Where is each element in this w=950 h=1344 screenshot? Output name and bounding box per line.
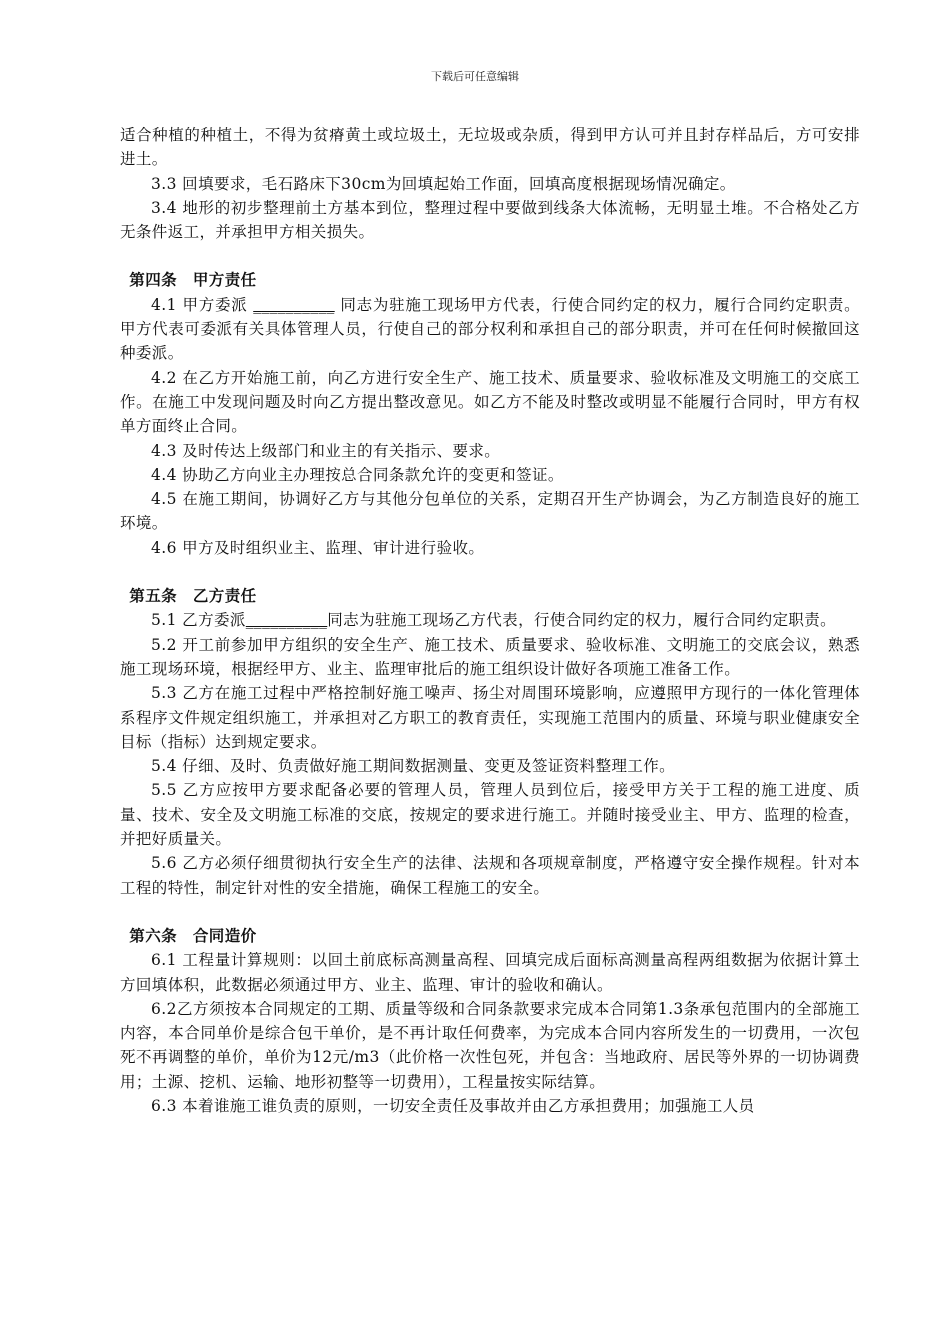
paragraph-3-2-tail: 适合种植的种植土，不得为贫瘠黄土或垃圾土，无垃圾或杂质，得到甲方认可并且封存样品后，方可安排进土。 bbox=[120, 126, 860, 169]
paragraph-6-3: 6.3 本着谁施工谁负责的原则，一切安全责任及事故并由乙方承担费用；加强施工人员 bbox=[151, 1096, 755, 1115]
paragraph-4-1-rest: 同志为驻施工现场甲方代表，行使合同约定的权力，履行合同约定职责。甲方代表可委派有关具体管理人员，行使自己的部分权利和承担自己的部分职责，并可在任何时候撤回这种委派。 bbox=[120, 295, 860, 363]
paragraph-5-4: 5.4 仔细、及时、负责做好施工期间数据测量、变更及签证资料整理工作。 bbox=[151, 757, 676, 776]
paragraph-4-1-lead: 4.1 甲方委派 bbox=[151, 295, 254, 314]
page-header: 下载后可任意编辑 bbox=[431, 70, 519, 83]
representative-blank-party-b: __________ bbox=[245, 611, 328, 630]
paragraph-4-3: 4.3 及时传达上级部门和业主的有关指示、要求。 bbox=[151, 441, 501, 460]
section-5-title: 第五条 乙方责任 bbox=[129, 586, 257, 606]
document-body bbox=[120, 123, 860, 1118]
paragraph-4-6: 4.6 甲方及时组织业主、监理、审计进行验收。 bbox=[151, 538, 485, 557]
paragraph-5-3: 5.3 乙方在施工过程中严格控制好施工噪声、扬尘对周围环境影响，应遵照甲方现行的一体化管理体系程序文件规定组织施工，并承担对乙方职工的教育责任，实现施工范围内的质量、环境与职业健康安全目标（指标）达到规定要求。 bbox=[120, 684, 860, 751]
paragraph-5-2: 5.2 开工前参加甲方组织的安全生产、施工技术、质量要求、验收标准、文明施工的交底会议，熟悉施工现场环境，根据经甲方、业主、监理审批后的施工组织设计做好各项施工准备工作。 bbox=[120, 635, 860, 678]
paragraph-4-4: 4.4 协助乙方向业主办理按总合同条款允许的变更和签证。 bbox=[151, 465, 564, 484]
section-4-title: 第四条 甲方责任 bbox=[129, 270, 257, 290]
paragraph-5-1-rest: 同志为驻施工现场乙方代表，行使合同约定的权力，履行合同约定职责。 bbox=[327, 611, 837, 630]
paragraph-4-5: 4.5 在施工期间，协调好乙方与其他分包单位的关系，定期召开生产协调会，为乙方制造良好的施工环境。 bbox=[120, 490, 860, 533]
paragraph-6-1: 6.1 工程量计算规则：以回土前底标高测量高程、回填完成后面标高测量高程两组数据为依据计算土方回填体积，此数据必须通过甲方、业主、监理、审计的验收和确认。 bbox=[120, 951, 860, 994]
paragraph-4-2: 4.2 在乙方开始施工前，向乙方进行安全生产、施工技术、质量要求、验收标准及文明施工的交底工作。在施工中发现问题及时向乙方提出整改意见。如乙方不能及时整改或明显不能履行合同时，甲方有权单方面终止合同。 bbox=[120, 368, 860, 436]
section-6-title: 第六条 合同造价 bbox=[129, 925, 257, 945]
paragraph-3-3: 3.3 回填要求，毛石路床下30cm为回填起始工作面，回填高度根据现场情况确定。 bbox=[151, 174, 736, 193]
paragraph-6-2: 6.2乙方须按本合同规定的工期、质量等级和合同条款要求完成本合同第1.3条承包范围内的全部施工内容，本合同单价是综合包干单价，是不再计取任何费率，为完成本合同内容所发生的一切费用，一次包死不再调整的单价，单价为12元/m3（此价格一次性包死，并包含：当地政府、居民等外界的一切协调费用；土源、挖机、运输、地形初整等一切费用），工程量按实际结算。 bbox=[120, 999, 860, 1091]
paragraph-5-1-lead: 5.1 乙方委派 bbox=[151, 611, 246, 630]
paragraph-4-1 bbox=[120, 293, 860, 366]
paragraph-5-1 bbox=[120, 608, 860, 632]
representative-blank-party-a: __________ bbox=[253, 295, 335, 314]
paragraph-3-4: 3.4 地形的初步整理前土方基本到位，整理过程中要做到线条大体流畅，无明显土堆。不合格处乙方无条件返工，并承担甲方相关损失。 bbox=[120, 198, 860, 242]
paragraph-5-6: 5.6 乙方必须仔细贯彻执行安全生产的法律、法规和各项规章制度，严格遵守安全操作规程。针对本工程的特性，制定针对性的安全措施，确保工程施工的安全。 bbox=[120, 854, 860, 897]
paragraph-5-5: 5.5 乙方应按甲方要求配备必要的管理人员，管理人员到位后，接受甲方关于工程的施工进度、质量、技术、安全及文明施工标准的交底，按规定的要求进行施工。并随时接受业主、甲方、监理的检查，并把好质量关。 bbox=[120, 781, 860, 849]
